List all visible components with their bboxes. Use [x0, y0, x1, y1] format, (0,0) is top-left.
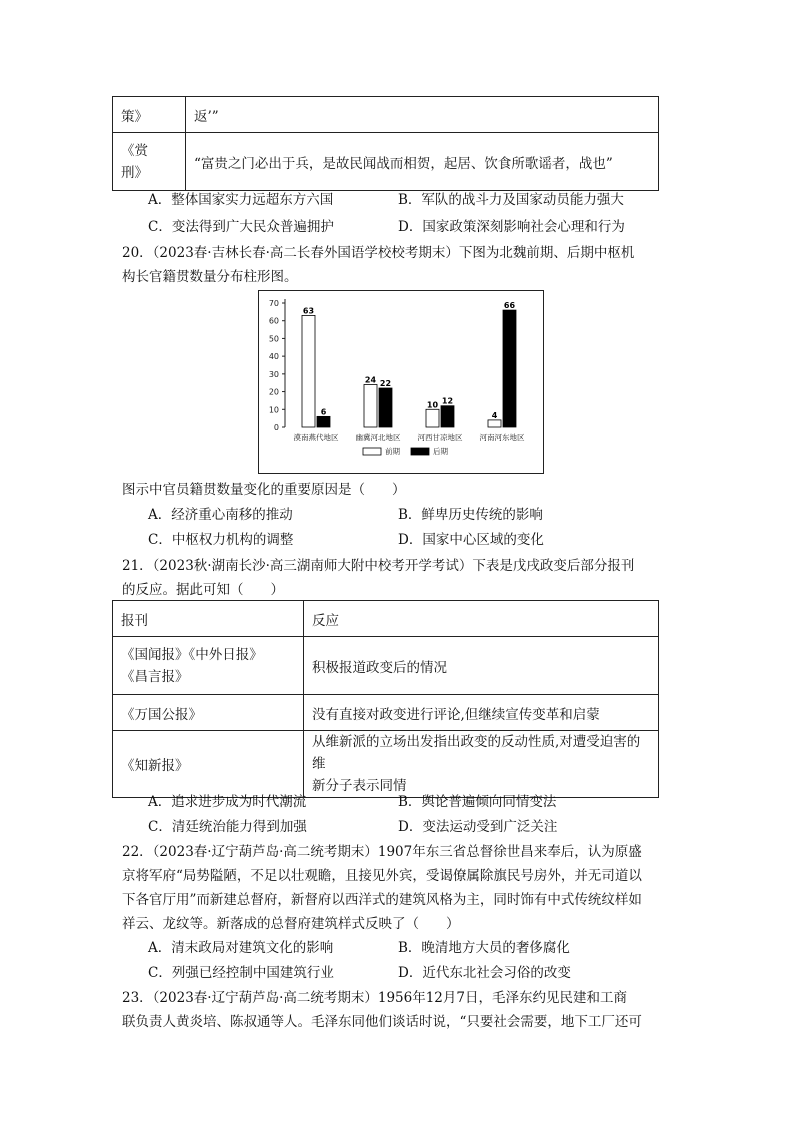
- q20-stem: 20．（2023春·吉林长春·高二长春外国语学校校考期末）下图为北魏前期、后期中枢机: [122, 245, 635, 261]
- data-label: 22: [379, 379, 392, 389]
- data-label: 24: [364, 375, 377, 385]
- header-cell: [304, 601, 659, 637]
- paper-cell: [113, 637, 304, 695]
- q19-option-c: C．变法得到广大民众普遍拥护: [148, 219, 334, 235]
- category-label: 河西甘凉地区: [417, 433, 463, 442]
- table-header-row: [113, 601, 659, 637]
- paper-name: 《知新报》: [121, 758, 189, 774]
- q23-stem-cont: 联负责人黄炎培、陈叔通等人。毛泽东同他们谈话时说，“只要社会需要，地下工厂还可: [122, 1014, 642, 1030]
- bar-late: [441, 406, 454, 427]
- bar-early: [302, 315, 315, 427]
- q20-option-d: D．国家中心区域的变化: [398, 532, 544, 548]
- bar-chart-svg: [259, 291, 543, 473]
- legend-swatch: [363, 448, 381, 455]
- reaction-cell: [304, 695, 659, 731]
- y-tick-label: 60: [268, 316, 279, 326]
- header-paper: 报刊: [121, 612, 148, 629]
- q20-stem-cont: 构长官籍贯数量分布柱形图。: [122, 269, 298, 285]
- q20-option-b: B．鲜卑历史传统的影响: [398, 507, 543, 523]
- source-label-cell: [113, 133, 186, 191]
- legend-label: 前期: [385, 447, 400, 456]
- y-tick-label: 10: [268, 405, 279, 415]
- q20-option-a: A．经济重心南移的推动: [148, 507, 293, 523]
- source-content-cell: [186, 97, 659, 133]
- bar-late: [379, 388, 392, 427]
- y-tick-label: 0: [273, 423, 279, 432]
- bar-early: [364, 384, 377, 427]
- header-reaction: 反应: [312, 612, 339, 629]
- q22-stem-cont: 京将军府“局势隘陋，不足以壮观瞻，且接见外宾，受谒僚属除旗民号房外，并无司道以: [122, 868, 642, 884]
- q22-option-c: C．列强已经控制中国建筑行业: [148, 965, 334, 981]
- data-label: 66: [503, 301, 516, 311]
- category-label: 河南河东地区: [479, 433, 525, 442]
- y-tick-label: 30: [268, 369, 279, 379]
- q22-option-a: A．清末政局对建筑文化的影响: [148, 940, 334, 956]
- source-label: 策》: [121, 108, 148, 125]
- bar-late: [317, 416, 330, 427]
- paper-cell: [113, 695, 304, 731]
- table-row: [113, 637, 659, 695]
- q22-option-d: D．近代东北社会习俗的改变: [398, 965, 571, 981]
- q22-stem-cont: 下各官厅用”而新建总督府，新督府以西洋式的建筑风格为主，同时饰有中式传统纹样如: [122, 892, 642, 908]
- source-label: 《赏刑》: [121, 142, 148, 181]
- category-label: 漠南燕代地区: [293, 433, 339, 442]
- table-row: [113, 695, 659, 731]
- source-table: [112, 96, 659, 191]
- q20-option-c: C．中枢权力机构的调整: [148, 532, 294, 548]
- table-row: [113, 97, 659, 133]
- q22-stem-cont: 祥云、龙纹等。新落成的总督府建筑样式反映了（ ）: [122, 916, 460, 932]
- y-tick-label: 70: [268, 299, 279, 308]
- q21-option-b: B．舆论普遍倾向同情变法: [398, 794, 557, 810]
- q21-option-d: D．变法运动受到广泛关注: [398, 819, 558, 835]
- table-row: [113, 731, 659, 798]
- source-label-cell: [113, 97, 186, 133]
- source-content: “富贵之门必出于兵，是故民闻战而相贺，起居、饮食所歌谣者，战也”: [194, 155, 613, 172]
- q21-stem: 21．（2023秋·湖南长沙·高三湖南师大附中校考开学考试）下表是戊戌政变后部分报刊: [122, 558, 635, 574]
- q22-stem: 22．（2023春·辽宁葫芦岛·高二统考期末）1907年东三省总督徐世昌来奉后，认为原盛: [122, 844, 642, 860]
- y-tick-label: 40: [268, 352, 279, 362]
- q19-option-d: D．国家政策深刻影响社会心理和行为: [398, 219, 625, 235]
- paper-name: 《昌言报》: [121, 668, 189, 685]
- category-label: 幽冀河北地区: [355, 433, 401, 442]
- paper-name: 《国闻报》《中外日报》: [121, 646, 263, 663]
- reaction-cell: [304, 731, 659, 798]
- q21-stem-cont: 的反应。据此可知（ ）: [122, 582, 284, 598]
- paper-cell: [113, 731, 304, 798]
- bar-early: [488, 420, 501, 427]
- reaction-text: 没有直接对政变进行评论,但继续宣传变革和启蒙: [312, 706, 600, 723]
- bar-late: [503, 310, 516, 427]
- q20-question: 图示中官员籍贯数量变化的重要原因是（ ）: [122, 482, 406, 498]
- data-label: 63: [302, 306, 315, 316]
- data-label: 6: [320, 407, 327, 417]
- bar-early: [426, 409, 439, 427]
- header-cell: [113, 601, 304, 637]
- paper-name: 《万国公报》: [121, 706, 202, 723]
- y-tick-label: 50: [268, 334, 279, 344]
- q22-option-b: B．晚清地方大员的奢侈腐化: [398, 940, 570, 956]
- q19-option-a: A．整体国家实力远超东方六国: [148, 192, 334, 208]
- data-label: 4: [491, 410, 498, 420]
- reaction-cell: [304, 637, 659, 695]
- source-content: 返’”: [194, 108, 219, 125]
- legend-swatch: [411, 448, 429, 455]
- q19-option-b: B．军队的战斗力及国家动员能力强大: [398, 192, 624, 208]
- data-label: 10: [426, 400, 439, 410]
- bar-chart: [258, 290, 544, 474]
- table-row: [113, 133, 659, 191]
- q21-option-c: C．清廷统治能力得到加强: [148, 819, 307, 835]
- data-label: 12: [441, 396, 454, 406]
- legend-label: 后期: [433, 447, 448, 456]
- reaction-text: 新分子表示同情: [312, 778, 407, 794]
- y-tick-label: 20: [268, 387, 279, 397]
- reaction-text: 积极报道政变后的情况: [312, 659, 447, 676]
- q21-option-a: A．追求进步成为时代潮流: [148, 794, 307, 810]
- source-content-cell: [186, 133, 659, 191]
- q23-stem: 23．（2023春·辽宁葫芦岛·高二统考期末）1956年12月7日，毛泽东约见民建和工商: [122, 990, 627, 1006]
- newspaper-table: [112, 600, 659, 798]
- reaction-text: 从维新派的立场出发指出政变的反动性质,对遭受迫害的维: [312, 734, 641, 772]
